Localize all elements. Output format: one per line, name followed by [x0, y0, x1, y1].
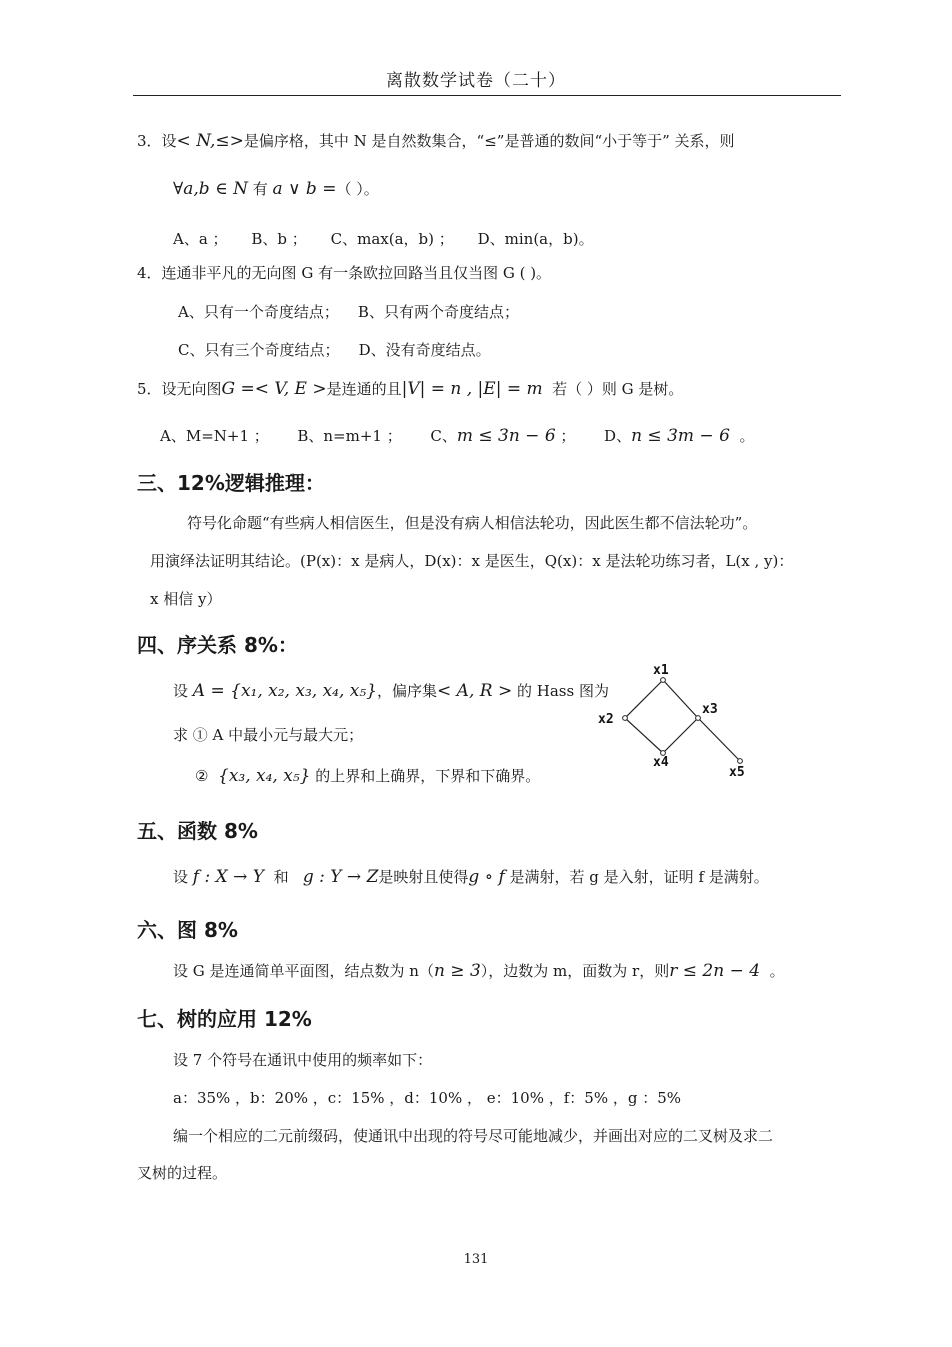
section-4-line1-prefix: 设: [173, 682, 189, 700]
q5-option-d-prefix: D、: [604, 427, 632, 445]
hasse-node-x3: [696, 716, 701, 721]
q5-option-d-math: n ≤ 3m − 6: [631, 426, 730, 446]
hasse-edge-x1-x2: [625, 680, 663, 718]
q3-line2-text1: 有: [252, 180, 268, 198]
section-4-line1-mid: ，偏序集: [377, 682, 438, 700]
section-4-line1: [173, 680, 609, 701]
section-7-line3: 编一个相应的二元前缀码，使通讯中出现的符号尽可能地减少，并画出对应的二叉树及求二: [173, 1127, 774, 1145]
section-6-line: [173, 960, 785, 981]
section-4-line3: [195, 765, 540, 786]
section-5-and: 和: [273, 868, 289, 886]
q3-line2-blank: （ ）。: [336, 180, 379, 198]
q5-stem-prefix: 5．设无向图: [137, 380, 222, 398]
section-4-line1-suffix: 的 Hass 图为: [516, 682, 609, 700]
hasse-edge-x3-x4: [663, 718, 698, 753]
section-4-set-math: A = {x₁, x₂, x₃, x₄, x₅}: [192, 681, 377, 701]
section-5-f-math: f : X → Y: [192, 867, 265, 887]
section-6-suffix: 。: [769, 962, 785, 980]
section-7-frequencies: a：35% ，b：20% ，c：15% ，d：10% ， e：10% ，f：5% ，g ：5%: [173, 1089, 682, 1107]
section-3-title: 三、12%逻辑推理：: [137, 471, 325, 495]
section-4-circled-2: ②: [195, 767, 209, 785]
q5-option-d-suffix: 。: [739, 427, 755, 445]
hasse-node-x1: [661, 678, 666, 683]
q3-lattice-math: < N,≤>: [176, 131, 244, 151]
q5-order-size-math: |V| = n , |E| = m: [401, 379, 543, 399]
q3-join-math: a ∨ b =: [272, 179, 337, 199]
hasse-diagram: [590, 656, 760, 786]
section-3-line2: 用演绎法证明其结论。(P(x)：x 是病人，D(x)：x 是医生，Q(x)：x 是法轮功练习者，L(x , y)：: [150, 552, 794, 570]
section-3-line3: x 相信 y）: [150, 590, 222, 608]
q5-option-b: B、n=m+1 ；: [297, 427, 402, 445]
section-7-line1: 设 7 个符号在通讯中使用的频率如下：: [173, 1051, 433, 1069]
hasse-label-x3: x3: [702, 702, 718, 717]
section-6-prefix: 设 G 是连通简单平面图，结点数为 n（: [173, 962, 434, 980]
section-7-line4: 叉树的过程。: [137, 1164, 228, 1182]
section-5-line: [173, 866, 769, 887]
q5-option-c-math: m ≤ 3n − 6: [456, 426, 556, 446]
header-rule: [133, 95, 841, 96]
q3-option-a: A、a ；: [173, 230, 228, 248]
hasse-node-x2: [623, 716, 628, 721]
q5-option-c-suffix: ；: [560, 427, 576, 445]
section-5-title: 五、函数 8%: [137, 819, 258, 843]
section-6-n-math: n ≥ 3: [433, 961, 481, 981]
q4-option-b: B、只有两个奇度结点；: [357, 303, 519, 321]
hasse-label-x1: x1: [653, 663, 669, 678]
q3-line2: [173, 178, 379, 199]
q5-option-a: A、M=N+1 ；: [160, 427, 269, 445]
q3-option-b: B、b ；: [251, 230, 307, 248]
page-header-title: 离散数学试卷（二十）: [386, 71, 566, 91]
q5-graph-math: G =< V, E >: [221, 379, 327, 399]
q5-options: [160, 425, 754, 446]
q5-stem: [137, 378, 683, 399]
hasse-label-x2: x2: [598, 712, 614, 727]
q4-option-a: A、只有一个奇度结点；: [178, 303, 339, 321]
section-5-mid: 是映射且使得: [378, 868, 469, 886]
q3-option-d: D、min(a，b)。: [477, 230, 594, 248]
q4-options-row1: [178, 301, 519, 322]
q3-option-c: C、max(a，b) ；: [330, 230, 454, 248]
q4-option-d: D、没有奇度结点。: [358, 341, 491, 359]
section-4-line2: 求 ① A 中最小元与最大元；: [173, 726, 364, 744]
hasse-edge-x3-x5: [698, 718, 740, 761]
section-7-title: 七、树的应用 12%: [137, 1007, 312, 1031]
q4-stem: 4．连通非平凡的无向图 G 有一条欧拉回路当且仅当图 G ( )。: [137, 264, 552, 282]
hasse-label-x5: x5: [729, 765, 745, 780]
q5-stem-mid: 是连通的且: [326, 380, 402, 398]
hasse-edge-x1-x3: [663, 680, 698, 718]
section-4-title: 四、序关系 8%：: [137, 633, 298, 657]
section-6-r-math: r ≤ 2n − 4: [669, 961, 761, 981]
q3-forall-math: ∀a,b ∈ N: [173, 179, 248, 199]
section-4-line3-suffix: 的上界和上确界，下界和下确界。: [315, 767, 541, 785]
q4-option-c: C、只有三个奇度结点；: [178, 341, 340, 359]
section-5-g-math: g : Y → Z: [302, 867, 379, 887]
q5-option-c-prefix: C、: [430, 427, 457, 445]
q5-stem-suffix: 若（ ）则 G 是树。: [552, 380, 684, 398]
section-3-line1: 符号化命题“有些病人相信医生，但是没有病人相信法轮功，因此医生都不信法轮功”。: [187, 514, 758, 532]
q4-options-row2: [178, 339, 491, 360]
q3-line1-text: 是偏序格，其中 N 是自然数集合，“≤”是普通的数间“小于等于” 关系，则: [243, 132, 735, 150]
section-4-poset-math: < A, R >: [437, 681, 513, 701]
section-6-mid: ），边数为 m，面数为 r，则: [480, 962, 670, 980]
section-4-subset-math: {x₃, x₄, x₅}: [218, 766, 311, 786]
page-number: 131: [463, 1252, 489, 1267]
section-5-prefix: 设: [173, 868, 189, 886]
section-6-title: 六、图 8%: [137, 918, 238, 942]
hasse-edge-x2-x4: [625, 718, 663, 753]
q3-line1: [137, 130, 735, 151]
section-5-composition-math: g ∘ f: [468, 867, 505, 887]
q3-number: 3．设: [137, 132, 177, 150]
q3-options: [173, 228, 594, 249]
hasse-node-x5: [738, 759, 743, 764]
section-5-suffix: 是满射，若 g 是入射，证明 f 是满射。: [509, 868, 769, 886]
hasse-label-x4: x4: [653, 755, 669, 770]
